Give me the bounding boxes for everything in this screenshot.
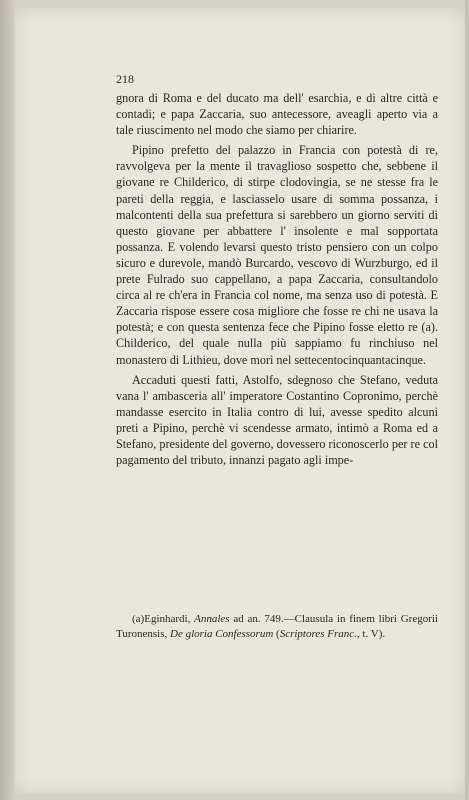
book-gutter-shadow: [0, 0, 14, 800]
main-text: [116, 90, 438, 468]
footnote-text-part1: ad an. 749.—Clausula in finem libri Gregorii Turonensis,: [116, 613, 438, 640]
paragraph-astolfo: Accaduti questi fatti, Astolfo, sdegnoso che Stefano, veduta vana l' ambasceria all' imperatore Costantino Copronimo, perchè mandasse esercito in Italia contro di lui, avesse spedito alcuni preti a Pipino, perchè vi scendesse armato, intimò a Roma ed a Stefano, presidente del governo, dovessero riconoscerlo per re col pagamento del tributo, innanzi pagato agli impe-: [116, 372, 438, 468]
footnote-work-annales: Annales: [194, 613, 230, 625]
page-number: 218: [116, 72, 134, 86]
paragraph-pipino: Pipino prefetto del palazzo in Francia con potestà di re, ravvolgeva per la mente il travaglioso sospetto che, sebbene il giovane re Childerico, di stirpe clodovingia, se ne stesse fra le pareti della reggia, e lasciasselo usare di somma possanza, i malcontenti della sua prefettura si sarebbero un giorno serviti di questo giovane per abbattere l' insolente e mal sopportata possanza. E volendo levarsi questo tristo pensiero con un colpo sicuro e durevole, mandò Burcardo, vescovo di Wurzburgo, ed il prete Fulrado suo cappellano, a papa Zaccaria, consultandolo circa al re ch'era in Francia col nome, ma senza uso di potestà. E Zaccaria rispose essere cosa migliore che fosse re chi ne usava la potestà; e con questa sentenza fece che Pipino fosse eletto re (a). Childerico, del quale nulla più sappiamo fu rinchiuso nel monastero di Lithieu, dove morì nel settecentocinquantacinque.: [116, 143, 438, 367]
footnote-author: Eginhardi,: [144, 613, 191, 625]
footnote-work-de-gloria: De gloria Confessorum: [170, 628, 274, 640]
footnote-text-part2: (: [276, 628, 280, 640]
footnote-text: [116, 612, 438, 642]
paragraph-continuation: gnora di Roma e del ducato ma dell' esarchia, e di altre città e contadi; e papa Zaccaria, suo antecessore, aveagli aperto via a tale riuscimento nel modo che siamo per chiarire.: [116, 91, 438, 138]
footnote-work-scriptores: Scriptores Franc.: [279, 628, 357, 640]
footnote-text-part3: , t. V).: [356, 628, 386, 640]
footnote-marker: (a): [132, 613, 145, 625]
page-right-edge: [465, 0, 469, 800]
footnote: [116, 612, 438, 642]
